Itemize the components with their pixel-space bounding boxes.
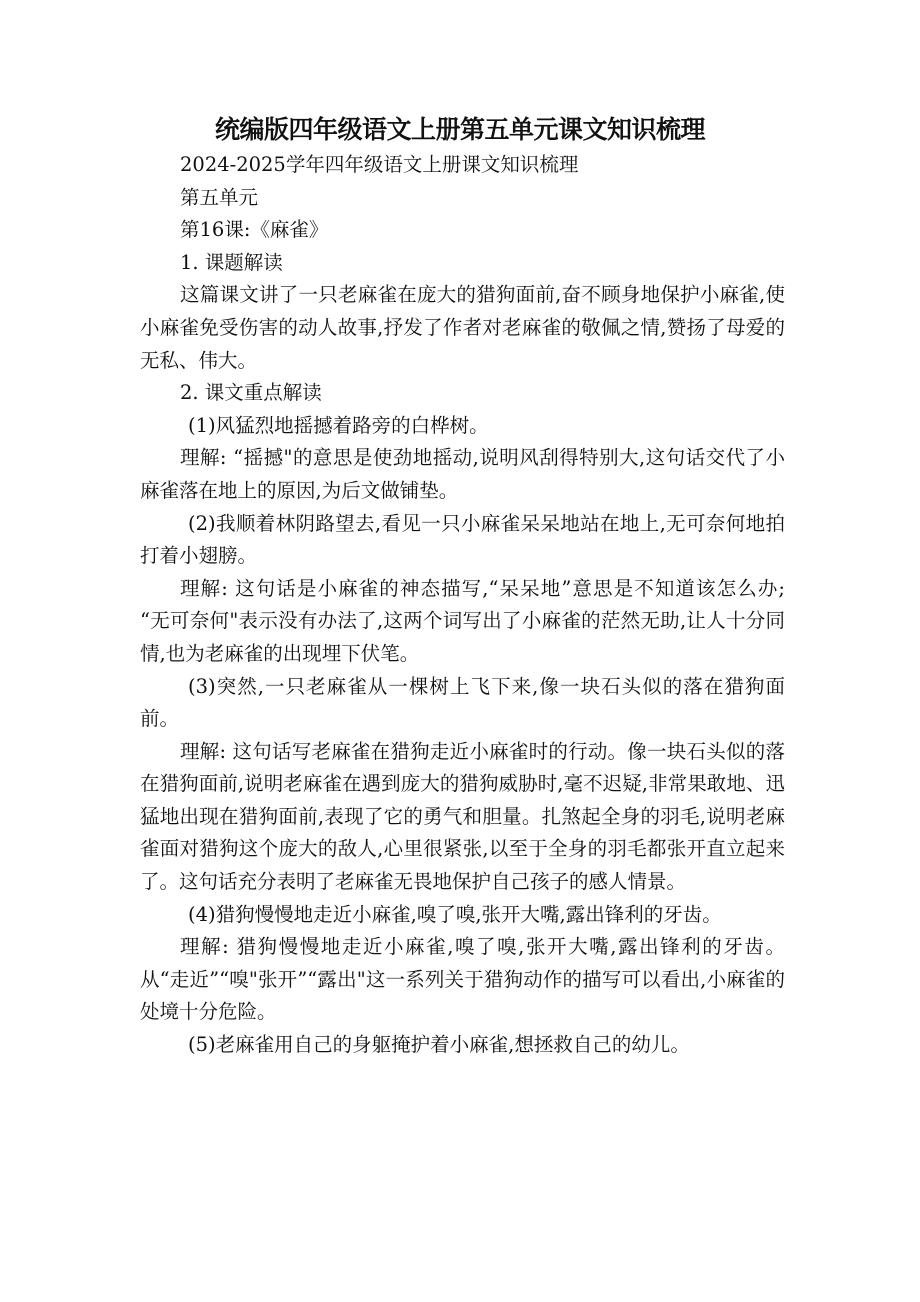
- note-item-3: 理解: 这句话写老麻雀在猎狗走近小麻雀时的行动。像一块石头似的落在猎狗面前,说明老麻雀在遇到庞大的猎狗威胁时,毫不迟疑,非常果敢地、迅猛地出现在猎狗面前,表现了它的勇气和胆量。扎煞起全身的羽毛,说明老麻雀面对猎狗这个庞大的敌人,心里很紧张,以至于全身的羽毛都张开直立起来了。这句话充分表明了老麻雀无畏地保护自己孩子的感人情景。: [140, 739, 785, 894]
- document-title: 统编版四年级语文上册第五单元课文知识梳理: [214, 115, 705, 144]
- quote-item-1: (1)风猛烈地摇撼着路旁的白桦树。: [188, 413, 489, 437]
- lesson-heading: 第16课:《麻雀》: [180, 218, 329, 242]
- note-item-1: 理解: “摇撼"的意思是使劲地摇动,说明风刮得特别大,这句话交代了小麻雀落在地上的原因,为后文做铺垫。: [140, 446, 785, 502]
- quote-item-2: (2)我顺着林阴路望去,看见一只小麻雀呆呆地站在地上,无可奈何地拍打着小翅膀。: [140, 511, 785, 568]
- note-item-2: 理解: 这句话是小麻雀的神态描写,“呆呆地”意思是不知道该怎么办; “无可奈何"表示没有办法了,这两个词写出了小麻雀的茫然无助,让人十分同情,也为老麻雀的出现埋下伏笔。: [140, 576, 785, 665]
- quote-item-4: (4)猎狗慢慢地走近小麻雀,嗅了嗅,张开大嘴,露出锋利的牙齿。: [188, 902, 722, 926]
- document-body: [140, 149, 785, 1062]
- section-paragraph-1: 这篇课文讲了一只老麻雀在庞大的猎狗面前,奋不顾身地保护小麻雀,使小麻雀免受伤害的动人故事,抒发了作者对老麻雀的敬佩之情,赞扬了母爱的无私、伟大。: [140, 283, 785, 372]
- subtitle: 2024-2025学年四年级语文上册课文知识梳理: [180, 153, 579, 176]
- unit-heading: 第五单元: [180, 185, 259, 209]
- section-heading-2: 2. 课文重点解读: [180, 381, 322, 405]
- quote-item-3: (3)突然,一只老麻雀从一棵树上飞下来,像一块石头似的落在猎狗面前。: [140, 674, 785, 731]
- note-item-4: 理解: 猎狗慢慢地走近小麻雀,嗅了嗅,张开大嘴,露出锋利的牙齿。从“走近”“嗅"张开”“露出"这一系列关于猎狗动作的描写可以看出,小麻雀的处境十分危险。: [140, 935, 785, 1024]
- quote-item-5: (5)老麻雀用自己的身躯掩护着小麻雀,想拯救自己的幼儿。: [188, 1033, 690, 1057]
- section-heading-1: 1. 课题解读: [180, 250, 283, 274]
